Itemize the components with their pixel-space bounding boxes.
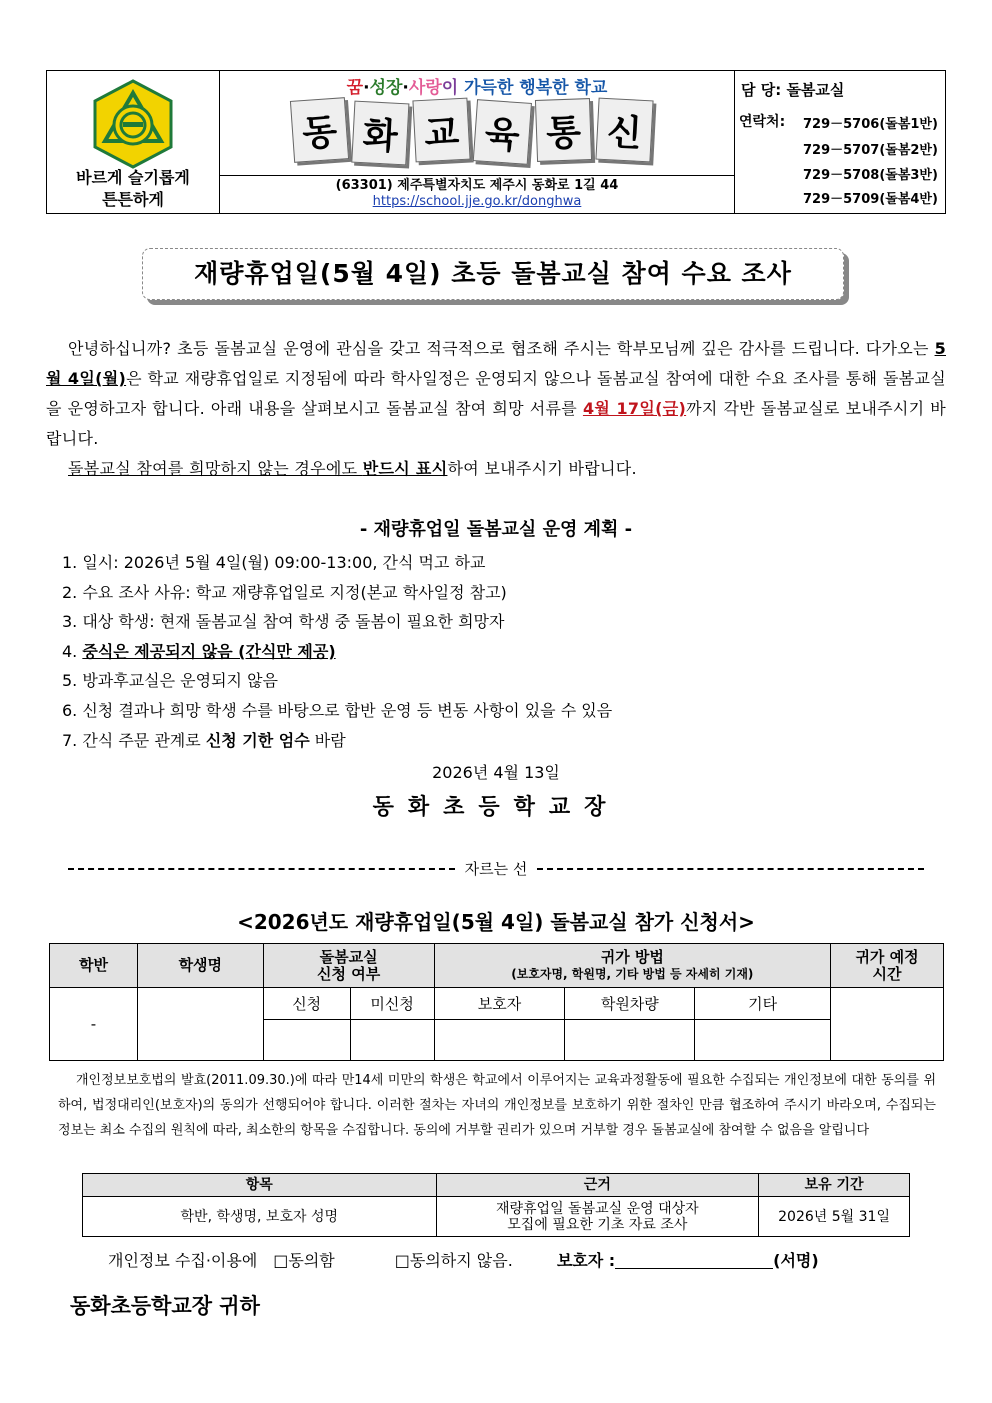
name-tile: 신	[595, 98, 653, 163]
basis-line2: 모집에 필요한 기초 자료 조사	[507, 1216, 688, 1233]
header-method-note: (보호자명, 학원명, 기타 방법 등 자세히 기재)	[511, 966, 754, 981]
divider	[220, 175, 734, 176]
guardian-signature-field[interactable]	[615, 1251, 773, 1269]
notice-date: 2026년 4월 13일	[432, 763, 560, 782]
header-class: 학반	[50, 944, 138, 988]
header-time-line1: 귀가 예정	[855, 947, 919, 966]
phone-label: 연락처:	[739, 114, 786, 130]
school-website-link[interactable]: https://school.jje.go.kr/donghwa	[372, 194, 582, 209]
plan-item	[62, 637, 612, 667]
submission-deadline: 4월 17일(금)	[582, 399, 687, 418]
slogan-dot: ·	[363, 78, 370, 98]
plan-item-number: 4.	[62, 641, 83, 661]
phone-4: 729－5709(돌봄4반)	[803, 192, 938, 207]
newsletter-name-tiles	[292, 99, 652, 161]
motto-line-2: 튼튼하게	[102, 190, 164, 209]
slogan-dot: ·	[402, 78, 409, 98]
privacy-notice: 개인정보보호법의 발효(2011.09.30.)에 따라 만14세 미만의 학생은 학교에서 이루어지는 교육과정활동에 필요한 수집되는 개인정보에 대한 동의를 위하여, 법정대리인(보호자)의 동의가 선행되어야 합니다. 이러한 절차는 자녀의 개인정보를 보호하기 위한 절차인 만큼 협조하여 주시기 바라오며, 수집되는 정보는 최소 수집의 원칙에 따라, 최소한의 항목을 수집합니다. 동의에 거부할 권리가 있으며 거부할 경우 돌봄교실에 참여할 수 없음을 알립니다	[58, 1073, 936, 1138]
plan-item-text: 7. 간식 주문 관계로	[62, 730, 206, 750]
school-slogan	[220, 73, 734, 98]
plan-item	[62, 726, 612, 756]
header-student-name: 학생명	[137, 944, 263, 988]
name-tile: 화	[351, 101, 409, 166]
intro-text-part: 하여 보내주시기 바랍니다.	[447, 459, 637, 478]
phone-2: 729－5707(돌봄2반)	[803, 143, 938, 158]
plan-item: 3. 대상 학생: 현재 돌봄교실 참여 학생 중 돌봄이 필요한 희망자	[62, 612, 505, 632]
guardian-cell[interactable]	[434, 1020, 565, 1061]
student-name-cell[interactable]	[137, 988, 263, 1061]
manager-label: 담 당:	[741, 81, 782, 99]
name-tile: 교	[412, 98, 470, 163]
application-table	[49, 943, 944, 1061]
header-return-method	[434, 944, 831, 988]
slogan-word-dream: 꿈	[346, 78, 364, 98]
retention-cell: 2026년 5월 31일	[759, 1197, 910, 1237]
plan-item: 5. 방과후교실은 운영되지 않음	[62, 671, 278, 691]
header-time-line2: 시간	[872, 964, 902, 983]
class-cell[interactable]: -	[50, 988, 138, 1061]
agree-checkbox[interactable]: □동의함	[273, 1251, 335, 1270]
plan-list	[62, 548, 612, 755]
principal-signature: 동화초등학교장	[372, 795, 620, 820]
header-item: 항목	[83, 1174, 437, 1197]
intro-text	[46, 334, 946, 484]
phone-1: 729－5706(돌봄1반)	[803, 117, 938, 132]
apply-cell[interactable]	[263, 1020, 350, 1061]
consent-row	[108, 1248, 898, 1271]
academy-bus-cell[interactable]	[565, 1020, 695, 1061]
motto-line-1: 바르게 슬기롭게	[76, 168, 190, 187]
name-tile: 동	[290, 97, 349, 163]
plan-item-emphasis: 중식은 제공되지 않음 (간식만 제공)	[82, 641, 336, 661]
dashed-line	[68, 868, 455, 870]
intro-text-part: 까지 각반 돌봄교실로 보내주시기 바랍니다.	[46, 399, 946, 448]
plan-item: 2. 수요 조사 사유: 학교 재량휴업일로 지정(본교 학사일정 참고)	[62, 582, 507, 602]
basis-cell	[436, 1197, 759, 1237]
guardian-label: 보호자 :	[556, 1251, 616, 1270]
intro-paragraph-2	[46, 454, 946, 484]
header-method-line1: 귀가 방법	[600, 947, 664, 966]
intro-emphasis	[68, 459, 447, 478]
school-emblem-icon	[87, 79, 179, 169]
other-cell[interactable]	[695, 1020, 831, 1061]
not-apply-label: 미신청	[350, 988, 434, 1020]
name-tile: 육	[473, 99, 532, 165]
contact-panel	[735, 71, 945, 213]
privacy-info-table	[82, 1173, 910, 1237]
plan-item-text: 바람	[309, 730, 346, 750]
phone-3: 729－5708(돌봄3반)	[803, 168, 938, 183]
page-title: 재량휴업일(5월 4일) 초등 돌봄교실 참여 수요 조사	[142, 248, 844, 300]
intro-text-part: 은 학교 재량휴업일로 지정됨에 따라 학사일정은 운영되지 않으나 돌봄교실 참여에 대한 수요 조사를 통해 돌봄교실을 운영하고자 합니다. 아래 내용을 살펴보시고 돌봄교실 참여 희망 서류를	[46, 369, 947, 418]
slogan-particle: 이	[441, 78, 459, 98]
header-return-time	[831, 944, 944, 988]
signature-label: (서명)	[773, 1251, 819, 1270]
slogan-word-growth: 성장	[369, 78, 403, 98]
basis-line1: 재량휴업일 돌봄교실 운영 대상자	[495, 1200, 699, 1217]
item-cell: 학반, 학생명, 보호자 성명	[83, 1197, 437, 1237]
apply-label: 신청	[263, 988, 350, 1020]
intro-text-part: 안녕하십니까? 초등 돌봄교실 운영에 관심을 갖고 적극적으로 협조해 주시는 학부모님께 깊은 감사를 드립니다. 다가오는	[68, 339, 935, 358]
school-emblem-panel	[47, 71, 220, 213]
academy-bus-label: 학원차량	[565, 988, 695, 1020]
cut-line	[68, 858, 924, 879]
newsletter-header	[46, 70, 946, 214]
cut-line-label: 자르는 선	[464, 860, 528, 878]
header-basis: 근거	[436, 1174, 759, 1197]
plan-item: 1. 일시: 2026년 5월 4일(월) 09:00-13:00, 간식 먹고 하교	[62, 553, 486, 572]
addressee: 동화초등학교장 귀하	[70, 1294, 260, 1318]
closure-date: 5월 4일(월)	[46, 339, 946, 388]
plan-item-emphasis: 신청 기한 엄수	[205, 730, 310, 750]
header-apply	[263, 944, 434, 988]
dashed-line	[537, 868, 924, 870]
guardian-label: 보호자	[434, 988, 565, 1020]
name-tile: 통	[535, 98, 592, 162]
slogan-word-love: 사랑	[408, 78, 442, 98]
other-label: 기타	[695, 988, 831, 1020]
plan-title: - 재량휴업일 돌봄교실 운영 계획 -	[359, 519, 633, 540]
disagree-checkbox[interactable]: □동의하지 않음.	[394, 1251, 513, 1270]
slogan-rest: 가득한 행복한 학교	[464, 78, 608, 98]
intro-must-mark: 반드시 표시	[362, 459, 448, 478]
header-apply-line2: 신청 여부	[317, 964, 381, 983]
newsletter-masthead	[220, 71, 735, 213]
return-time-cell[interactable]	[831, 988, 944, 1061]
not-apply-cell[interactable]	[350, 1020, 434, 1061]
school-address: (63301) 제주특별자치도 제주시 동화로 1길 44	[335, 178, 619, 193]
form-title: <2026년도 재량휴업일(5월 4일) 돌봄교실 참가 신청서>	[237, 910, 755, 934]
intro-text-part: 돌봄교실 참여를 희망하지 않는 경우에도	[68, 459, 363, 478]
consent-label: 개인정보 수집·이용에	[108, 1251, 258, 1270]
header-retention: 보유 기간	[759, 1174, 910, 1197]
manager-value: 돌봄교실	[786, 81, 845, 99]
header-apply-line1: 돌봄교실	[319, 947, 378, 966]
intro-paragraph-1	[46, 334, 946, 454]
plan-item: 6. 신청 결과나 희망 학생 수를 바탕으로 합반 운영 등 변동 사항이 있을 수 있음	[62, 700, 613, 720]
